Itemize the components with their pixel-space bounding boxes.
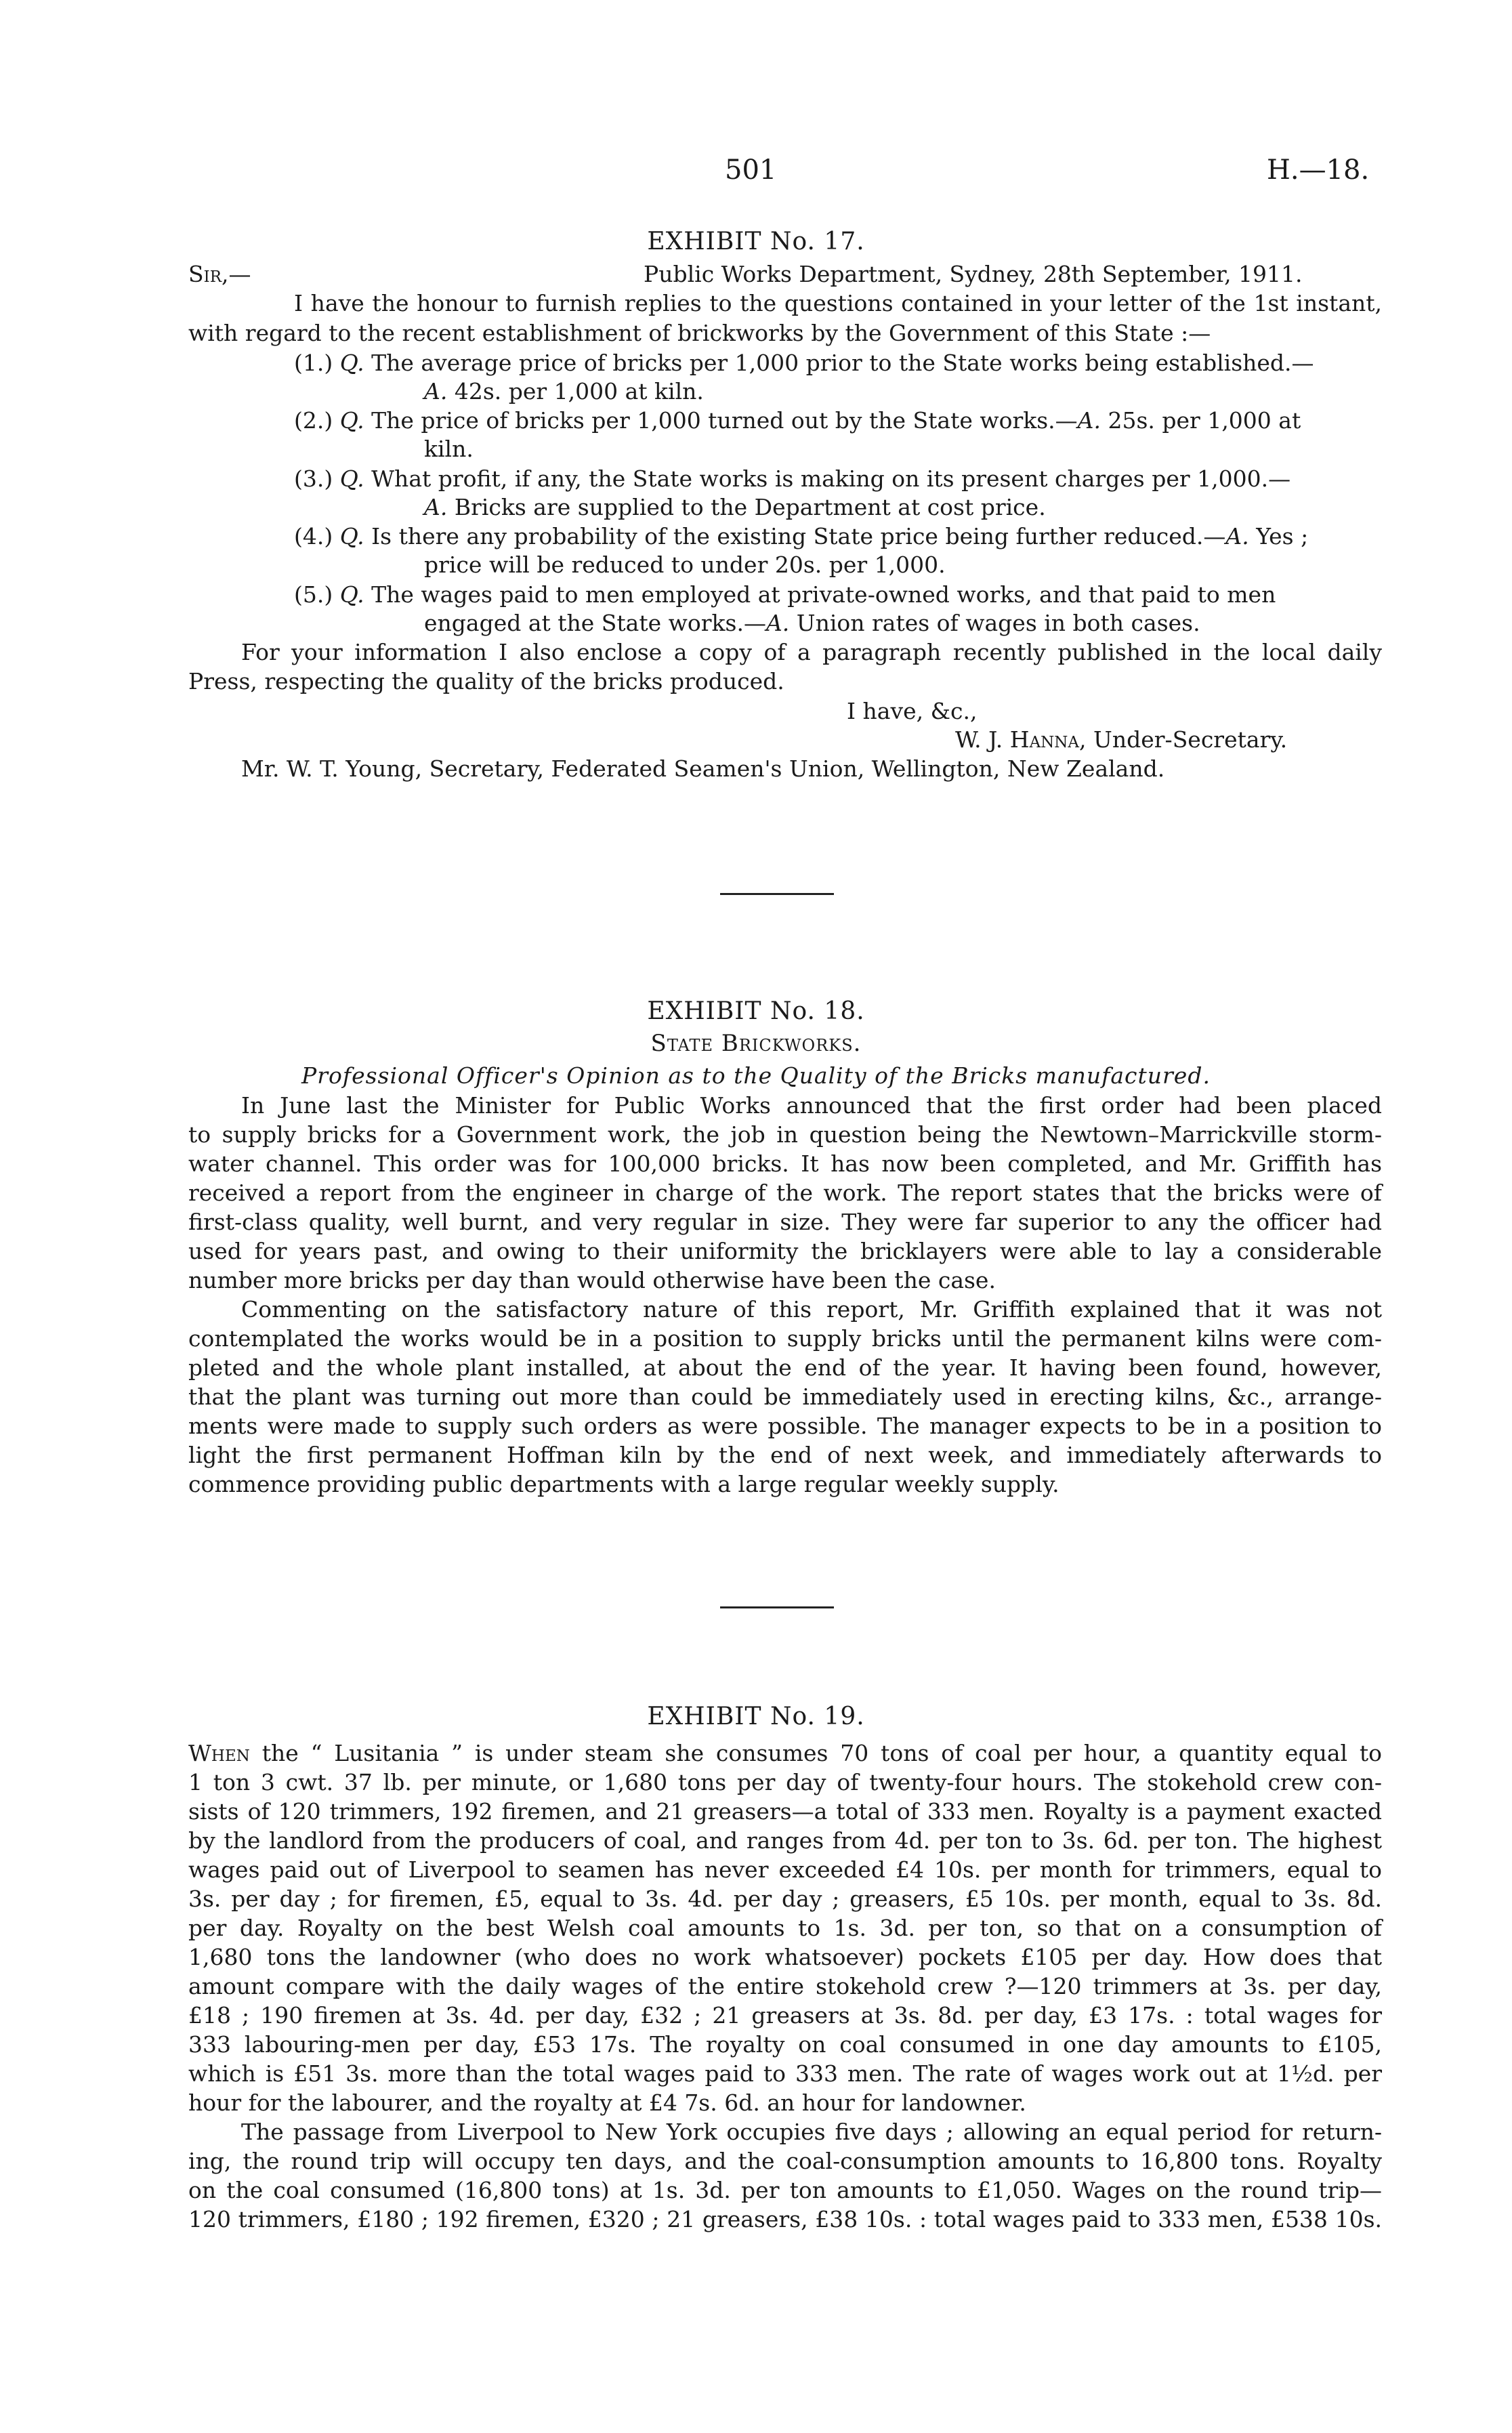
section-divider [720,893,834,895]
paragraph-line: ing, the round trip will occupy ten days, and the coal-consumption amounts to 16,800 tons. Royalty [188,2148,1382,2174]
closing: I have, &c., [847,698,978,724]
addressee: Mr. W. T. Young, Secretary, Federated Seamen's Union, Wellington, New Zealand. [241,755,1165,782]
a-marker: A. [424,378,448,404]
paragraph-line: on the coal consumed (16,800 tons) at 1s. 3d. per ton amounts to £1,050. Wages on the round trip— [188,2177,1382,2203]
question-3 [294,465,1290,493]
q-marker: Q. [339,350,364,376]
paragraph-line [188,1740,1382,1767]
paragraph-line: In June last the Minister for Public Works announced that the first order had been placed [241,1092,1382,1119]
paragraph-line: wages paid out of Liverpool to seamen has never exceeded £4 10s. per month for trimmers, equal to [188,1856,1382,1883]
question-number: (3.) [294,465,333,492]
answer-3 [424,494,1046,521]
line-text: the “ Lusitania ” is under steam she consumes 70 tons of coal per hour, a quantity equal to [261,1740,1382,1766]
letter-address-date: Public Works Department, Sydney, 28th September, 1911. [644,261,1303,287]
question-text: Is there any probability of the existing State price being further reduced.— [371,523,1226,549]
paragraph-line: number more bricks per day than would otherwise have been the case. [188,1267,996,1293]
exhibit-19-title: EXHIBIT No. 19. [647,1703,865,1730]
answer-1 [424,378,704,405]
question-number: (2.) [294,407,333,434]
paragraph-line: per day. Royalty on the best Welsh coal amounts to 1s. 3d. per ton, so that on a consumption of [188,1915,1382,1941]
signature [955,726,1287,753]
question-number: (5.) [294,581,333,608]
exhibit-18-heading: Professional Officer's Opinion as to the Quality of the Bricks manufactured. [301,1062,1211,1089]
answer-2-cont: kiln. [424,436,474,462]
paragraph-line: light the first permanent Hoffman kiln by the end of next week, and immediately afterwards to [188,1442,1382,1468]
exhibit-18-subtitle: State Brickworks. [650,1030,862,1057]
paragraph-line: hour for the labourer, and the royalty at £4 7s. 6d. an hour for landowner. [188,2089,1026,2116]
paragraph-line: 3s. per day ; for firemen, £5, equal to 3s. 4d. per day ; greasers, £5 10s. per month, equal to 3s. 8d. [188,1886,1382,1912]
paragraph-line: contemplated the works would be in a position to supply bricks until the permanent kilns were com- [188,1325,1382,1352]
question-2 [294,407,1301,434]
signatory-title: Under-Secretary. [1093,726,1288,753]
answer-text: Union rates of wages in both cases. [796,610,1200,636]
paragraph-line: 333 labouring-men per day, £53 17s. The royalty on coal consumed in one day amounts to £105, [188,2031,1382,2058]
answer-text: Bricks are supplied to the Department at cost price. [454,494,1046,520]
page-number: 501 [725,154,777,186]
paragraph-line: Press, respecting the quality of the bricks produced. [188,668,784,694]
q-marker: Q. [339,465,364,492]
paragraph-line: with regard to the recent establishment of brickworks by the Government of this State :— [188,320,1211,346]
paragraph-line: £18 ; 190 firemen at 3s. 4d. per day, £32 ; 21 greasers at 3s. 8d. per day, £3 17s. : total wages for [188,2002,1382,2029]
answer-4-cont: price will be reduced to under 20s. per 1,000. [424,552,946,578]
question-number: (1.) [294,350,333,376]
paragraph-line: I have the honour to furnish replies to the questions contained in your letter of the 1st instant, [294,290,1382,316]
question-text: The price of bricks per 1,000 turned out by the State works.— [371,407,1078,434]
paragraph-line: which is £51 3s. more than the total wages paid to 333 men. The rate of wages work out at 1½d. per [188,2060,1382,2087]
signatory-initials: W. J. [955,726,1003,753]
a-marker: A. [765,610,790,636]
paragraph-line: to supply bricks for a Government work, the job in question being the Newtown–Marrickville storm- [188,1121,1382,1148]
question-text: The wages paid to men employed at private-owned works, and that paid to men [371,581,1276,608]
paragraph-line: For your information I also enclose a copy of a paragraph recently published in the local daily [241,639,1382,665]
paragraph-line: amount compare with the daily wages of the entire stokehold crew ?—120 trimmers at 3s. per day, [188,1973,1382,1999]
salutation: Sir,— [188,261,251,287]
a-marker: A. [1225,523,1249,549]
answer-text: 42s. per 1,000 at kiln. [454,378,704,404]
question-5 [294,581,1276,608]
a-marker: A. [424,494,448,520]
paragraph-line: by the landlord from the producers of coal, and ranges from 4d. per ton to 3s. 6d. per ton. The highest [188,1827,1382,1854]
paragraph-line: Commenting on the satisfactory nature of this report, Mr. Griffith explained that it was not [241,1296,1382,1323]
question-text: The average price of bricks per 1,000 prior to the State works being established.— [371,350,1314,376]
section-divider [720,1606,834,1608]
lead-word: When [188,1740,250,1766]
paragraph-line: received a report from the engineer in charge of the work. The report states that the bricks were of [188,1180,1382,1206]
paragraph-line: that the plant was turning out more than could be immediately used in erecting kilns, &c., arrange- [188,1384,1382,1410]
paragraph-line: 1,680 tons the landowner (who does no work whatsoever) pockets £105 per day. How does that [188,1944,1382,1970]
signatory-name: Hanna, [1009,726,1087,753]
paragraph-line: 120 trimmers, £180 ; 192 firemen, £320 ; 21 greasers, £38 10s. : total wages paid to 333 men, £538 10s. [188,2206,1382,2232]
paragraph-line: used for years past, and owing to their uniformity the bricklayers were able to lay a considerable [188,1238,1382,1264]
question-text-cont: engaged at the State works.— [424,610,766,636]
question-number: (4.) [294,523,333,549]
answer-text: 25s. per 1,000 at [1108,407,1301,434]
question-4 [294,523,1308,550]
paragraph-line: The passage from Liverpool to New York occupies five days ; allowing an equal period for return- [241,2119,1382,2145]
question-1 [294,350,1314,377]
answer-text: Yes ; [1256,523,1309,549]
exhibit-18-title: EXHIBIT No. 18. [647,997,865,1025]
paragraph-line: commence providing public departments with a large regular weekly supply. [188,1471,1059,1497]
paragraph-line: 1 ton 3 cwt. 37 lb. per minute, or 1,680 tons per day of twenty-four hours. The stokehold crew con- [188,1769,1382,1795]
a-marker: A. [1077,407,1101,434]
document-reference: H.—18. [1267,154,1370,186]
paragraph-line: first-class quality, well burnt, and very regular in size. They were far superior to any the officer had [188,1209,1382,1235]
q-marker: Q. [339,523,364,549]
paragraph-line: pleted and the whole plant installed, at about the end of the year. It having been found, however, [188,1354,1382,1381]
q-marker: Q. [339,407,364,434]
paragraph-line: ments were made to supply such orders as were possible. The manager expects to be in a position to [188,1413,1382,1439]
paragraph-line: sists of 120 trimmers, 192 firemen, and 21 greasers—a total of 333 men. Royalty is a payment exacted [188,1798,1382,1825]
question-text: What profit, if any, the State works is making on its present charges per 1,000.— [371,465,1291,492]
paragraph-line: water channel. This order was for 100,000 bricks. It has now been completed, and Mr. Griffith has [188,1150,1382,1177]
exhibit-17-title: EXHIBIT No. 17. [647,228,865,255]
q-marker: Q. [339,581,364,608]
answer-5 [424,610,1200,637]
